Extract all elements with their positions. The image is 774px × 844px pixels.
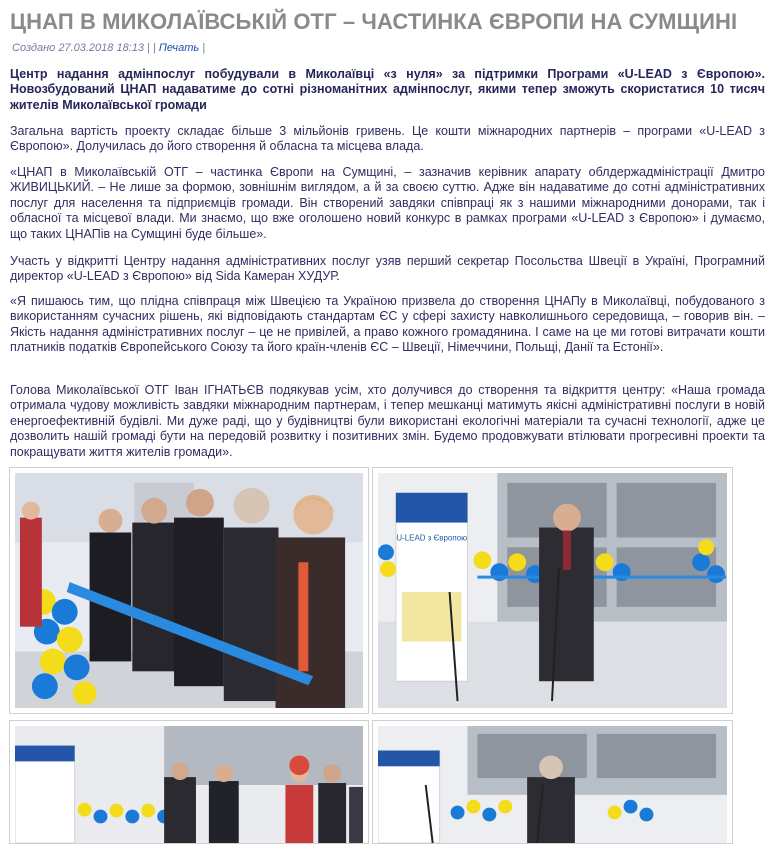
- page-title: ЦНАП В МИКОЛАЇВСЬКІЙ ОТГ – ЧАСТИНКА ЄВРОПИ НА СУМЩИНІ: [10, 9, 738, 34]
- gallery-photo-speaker-2[interactable]: [372, 720, 733, 844]
- article-paragraph: «ЦНАП в Миколаївській ОТГ – частинка Європи на Сумщині, – зазначив керівник апарату облдержадміністрації Дмитро ЖИВИЦЬКИЙ. – Не лише за формою, зовнішнім виглядом, а й за своєю суттю. Адже він надаватиме до сотні адміністративних послуг для населення та підприємців громади. Він створений завдяки співпраці як з нашими міжнародними донорами, так і обласної та місцевої влади. Ми знаємо, що вже оголошено новий конкурс в рамках програми «U-LEAD з Європою» і думаємо, що таких ЦНАПів на Сумщині буде більше».: [10, 165, 765, 241]
- photo-image: [378, 726, 727, 843]
- photo-gallery: [9, 467, 733, 844]
- article-paragraph: «Я пишаюсь тим, що плідна співпраця між Швецією та Україною призвела до створення ЦНАПу в Миколаївці, побудованого з використанням сучасних рішень, які відповідають стандартам ЄС у сфері захисту навколишнього середовища, – говорив він. – Якість надання адміністративних послуг – це не привілей, а право кожного громадянина. І саме на це ми готові витрачати кошти платників податків Європейського Союзу та його країн-членів ЄС – Швеції, Німеччини, Польщі, Данії та Естонії».: [10, 294, 765, 355]
- photo-image: [15, 473, 363, 708]
- gallery-photo-speaker[interactable]: [372, 467, 733, 714]
- meta-separator: |: [152, 42, 159, 54]
- group-image: [15, 726, 363, 843]
- created-date: Создано 27.03.2018 18:13: [12, 42, 144, 54]
- gallery-photo-group[interactable]: [9, 720, 369, 844]
- article-paragraph: Участь у відкритті Центру надання адміністративних послуг узяв перший секретар Посольства Швеції в Україні, Програмний директор «U-LEAD з Європою» від Sida Камеран ХУДУР.: [10, 254, 765, 284]
- article-paragraph: Голова Миколаївської ОТГ Іван ІГНАТЬЄВ подякував усім, хто долучився до створення та відкриття центру: «Наша громада отримала чудову можливість завдяки міжнародним партнерам, і тепер мешканці матимуть якісні адміністративні послуги в новій енергоефективній будівлі. Ми дуже раді, що у будівництві були використані екологічні матеріали та сучасні технології, адже це дозволить нашій громаді бути на передовій розвитку і позитивних змін. Будемо продовжувати втілювати прогресивні проекти та покращувати життя жителів громади».: [10, 383, 765, 459]
- print-link[interactable]: Печать: [158, 42, 200, 54]
- meta-separator: |: [144, 42, 153, 54]
- banner-label: U-LEAD з Європою: [396, 533, 468, 543]
- speaker-image: [378, 473, 727, 708]
- meta-separator: |: [199, 42, 206, 54]
- ribbon-cutting-image: [15, 473, 363, 708]
- lead-paragraph: Центр надання адмінпослуг побудували в Миколаївці «з нуля» за підтримки Програми «U-LEAD з Європою». Новозбудований ЦНАП надаватиме до сотні різноманітних адмінпослуг, якими тепер зможуть скористатися 10 тисяч жителів Миколаївської громади: [10, 67, 765, 112]
- article-meta: [12, 42, 205, 54]
- photo-image: [15, 726, 363, 843]
- article-paragraph: Загальна вартість проекту складає більше 3 мільйонів гривень. Це кошти міжнародних партнерів – програми «U-LEAD з Європою». Долучилась до його створення й обласна та місцева влада.: [10, 124, 765, 154]
- speaker-2-image: [378, 726, 727, 843]
- photo-image: [378, 473, 727, 708]
- gallery-photo-ribbon-cutting[interactable]: [9, 467, 369, 714]
